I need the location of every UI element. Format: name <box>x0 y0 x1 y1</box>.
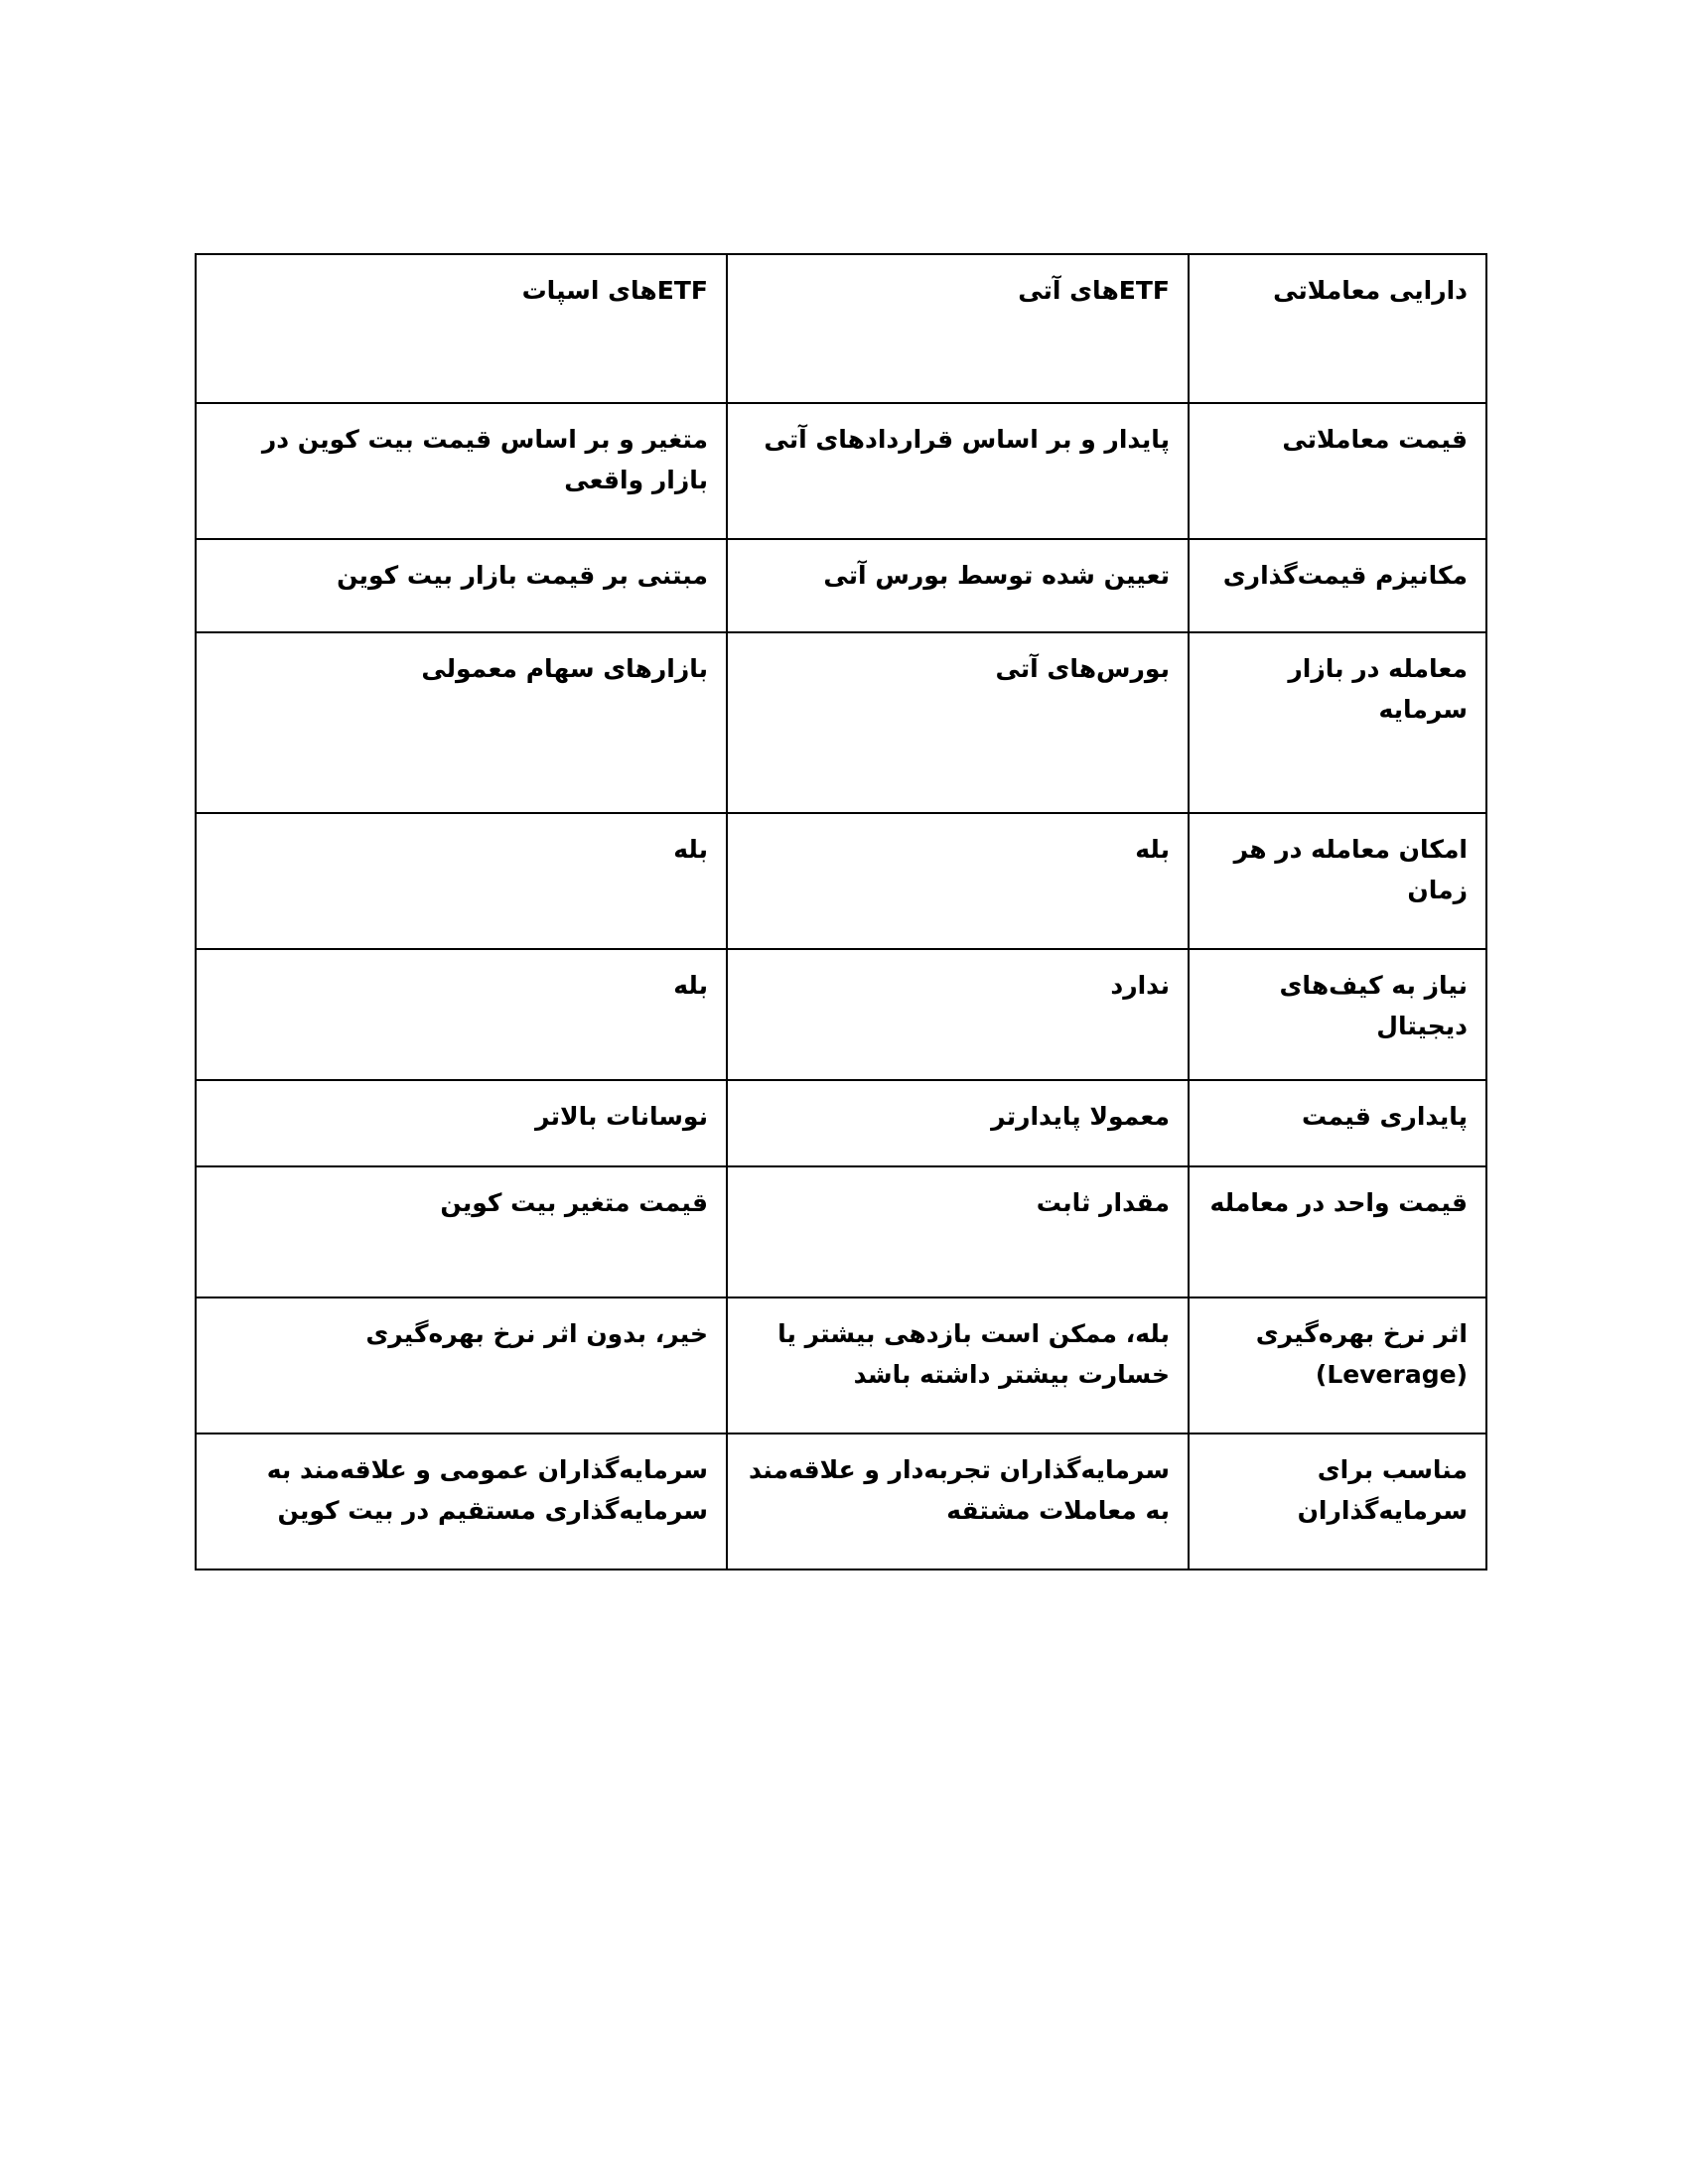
row-label-capital-market-trading <box>1189 632 1486 813</box>
cell-text-futures: معمولا پایدارتر <box>991 1102 1170 1131</box>
comparison-table <box>195 253 1487 1570</box>
row-label-price-stability <box>1189 1080 1486 1166</box>
cell-text-futures: بله <box>1135 835 1170 864</box>
table-row <box>196 1297 1486 1433</box>
cell-text-label: اثر نرخ بهره‌گیری (Leverage) <box>1255 1319 1468 1389</box>
cell-spot-capital-market-trading <box>196 632 727 813</box>
cell-text-futures: تعیین شده توسط بورس آتی <box>823 561 1170 590</box>
column-header-asset-text: دارایی معاملاتی <box>1273 276 1468 305</box>
table-row <box>196 813 1486 949</box>
row-label-leverage-effect <box>1189 1297 1486 1433</box>
comparison-table-wrapper <box>197 253 1487 1570</box>
cell-text-spot: بله <box>673 835 708 864</box>
table-row <box>196 949 1486 1080</box>
cell-text-futures: بورس‌های آتی <box>995 654 1170 683</box>
row-label-pricing-mechanism <box>1189 539 1486 632</box>
cell-text-label: نیاز به کیف‌های دیجیتال <box>1279 971 1468 1040</box>
cell-text-futures: بله، ممکن است بازدهی بیشتر یا خسارت بیشتر داشته باشد <box>777 1319 1170 1389</box>
cell-text-futures: پایدار و بر اساس قراردادهای آتی <box>764 425 1170 454</box>
table-row <box>196 632 1486 813</box>
cell-spot-trading-price <box>196 403 727 539</box>
cell-futures-unit-price <box>727 1166 1189 1297</box>
cell-text-spot: مبتنی بر قیمت بازار بیت کوین <box>337 561 708 590</box>
cell-text-futures: سرمایه‌گذاران تجربه‌دار و علاقه‌مند به معاملات مشتقه <box>748 1455 1170 1525</box>
cell-text-label: امکان معامله در هر زمان <box>1233 835 1468 904</box>
cell-text-spot: بازارهای سهام معمولی <box>421 654 708 683</box>
cell-futures-leverage-effect <box>727 1297 1189 1433</box>
table-row <box>196 539 1486 632</box>
row-label-trading-price <box>1189 403 1486 539</box>
cell-futures-suitable-investors <box>727 1433 1189 1570</box>
cell-spot-pricing-mechanism <box>196 539 727 632</box>
cell-spot-leverage-effect <box>196 1297 727 1433</box>
cell-spot-unit-price <box>196 1166 727 1297</box>
cell-text-label: مکانیزم قیمت‌گذاری <box>1222 561 1468 590</box>
cell-text-label: قیمت معاملاتی <box>1282 425 1468 454</box>
table-row <box>196 1433 1486 1570</box>
cell-spot-digital-wallet-need <box>196 949 727 1080</box>
cell-futures-digital-wallet-need <box>727 949 1189 1080</box>
cell-futures-trading-price <box>727 403 1189 539</box>
table-row <box>196 1166 1486 1297</box>
cell-spot-suitable-investors <box>196 1433 727 1570</box>
cell-text-label: معامله در بازار سرمایه <box>1288 654 1468 724</box>
cell-futures-capital-market-trading <box>727 632 1189 813</box>
cell-futures-pricing-mechanism <box>727 539 1189 632</box>
cell-text-label: مناسب برای سرمایه‌گذاران <box>1297 1455 1468 1525</box>
cell-text-futures: ندارد <box>1110 971 1170 1000</box>
cell-text-spot: نوسانات بالاتر <box>535 1102 708 1131</box>
cell-spot-price-stability <box>196 1080 727 1166</box>
cell-text-spot: خیر، بدون اثر نرخ بهره‌گیری <box>365 1319 708 1348</box>
table-row <box>196 403 1486 539</box>
table-row <box>196 1080 1486 1166</box>
column-header-asset <box>1189 254 1486 403</box>
cell-text-spot: متغیر و بر اساس قیمت بیت کوین در بازار واقعی <box>261 425 708 494</box>
column-header-spot-etf-text: ETFهای اسپات <box>521 276 708 305</box>
cell-text-spot: قیمت متغیر بیت کوین <box>440 1188 708 1217</box>
cell-futures-price-stability <box>727 1080 1189 1166</box>
column-header-futures-etf-text: ETFهای آتی <box>1018 276 1170 305</box>
column-header-futures-etf <box>727 254 1189 403</box>
row-label-anytime-trading <box>1189 813 1486 949</box>
row-label-unit-price <box>1189 1166 1486 1297</box>
table-header-row <box>196 254 1486 403</box>
cell-futures-anytime-trading <box>727 813 1189 949</box>
column-header-spot-etf <box>196 254 727 403</box>
cell-text-futures: مقدار ثابت <box>1036 1188 1170 1217</box>
cell-text-spot: سرمایه‌گذاران عمومی و علاقه‌مند به سرمایه‌گذاری مستقیم در بیت کوین <box>266 1455 708 1525</box>
cell-text-label: قیمت واحد در معامله <box>1209 1188 1468 1217</box>
row-label-suitable-investors <box>1189 1433 1486 1570</box>
cell-text-spot: بله <box>673 971 708 1000</box>
row-label-digital-wallet-need <box>1189 949 1486 1080</box>
cell-text-label: پایداری قیمت <box>1302 1102 1468 1131</box>
cell-spot-anytime-trading <box>196 813 727 949</box>
